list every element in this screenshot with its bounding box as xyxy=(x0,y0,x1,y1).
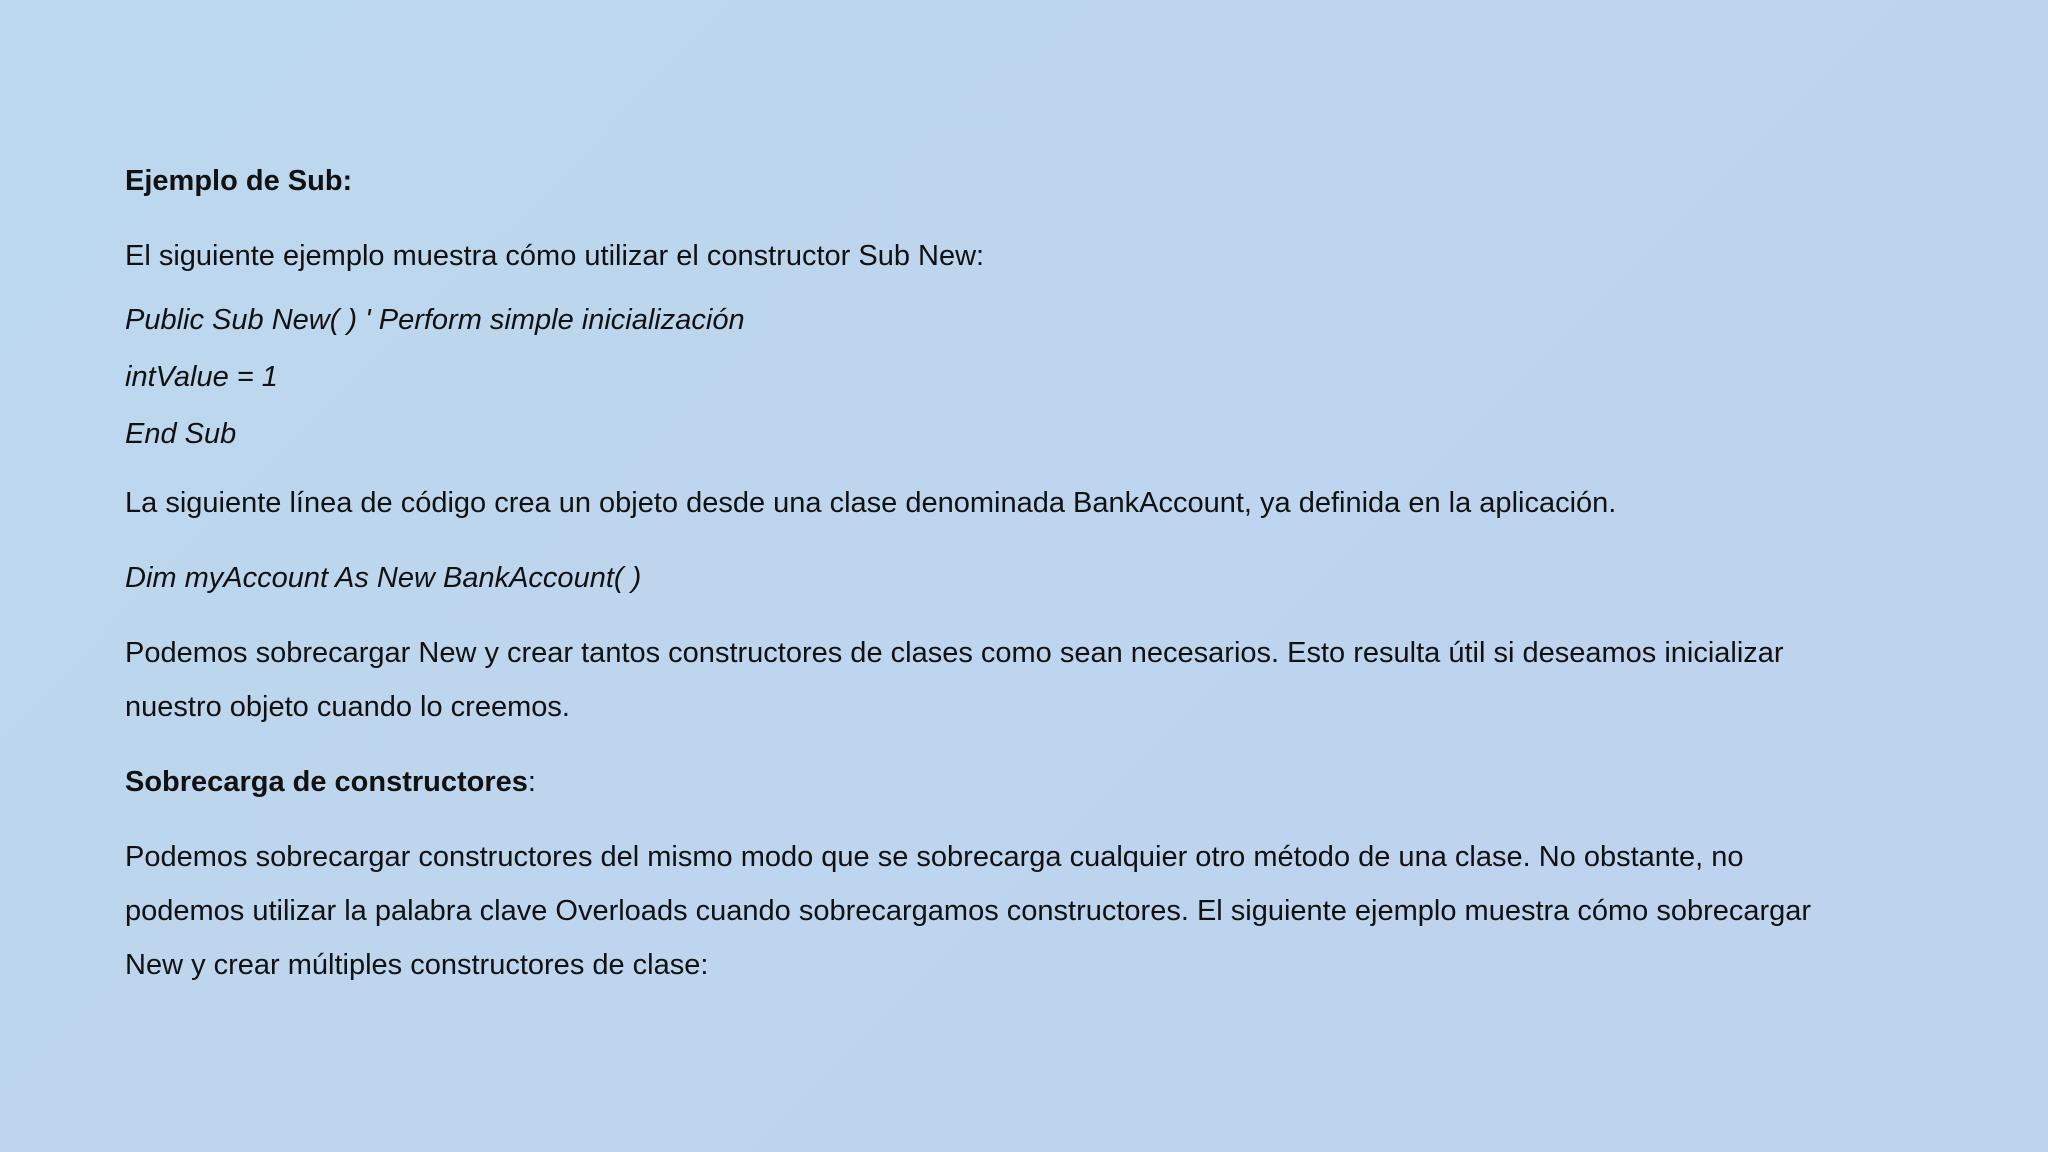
heading-sobrecarga-bold: Sobrecarga de constructores xyxy=(125,766,528,798)
code-line-dim-myaccount: Dim myAccount As New BankAccount( ) xyxy=(125,562,642,594)
intro-object-text: La siguiente línea de código crea un objeto desde una clase denominada BankAccount, ya definida en la aplicación. xyxy=(125,487,1617,519)
code-line-public-sub: Public Sub New( ) ' Perform simple inicialización xyxy=(125,304,745,336)
para-overload-constructors-line2: podemos utilizar la palabra clave Overloads cuando sobrecargamos constructores. El siguiente ejemplo muestra cómo sobrecargar xyxy=(125,895,1812,927)
para-overload-new-line1: Podemos sobrecargar New y crear tantos constructores de clases como sean necesarios. Esto resulta útil si deseamos inicializar xyxy=(125,637,1784,669)
code-line-intvalue: intValue = 1 xyxy=(125,361,278,393)
heading-sobrecarga-de-constructores xyxy=(125,765,536,800)
code-line-end-sub: End Sub xyxy=(125,418,237,450)
para-overload-constructors-line1: Podemos sobrecargar constructores del mismo modo que se sobrecarga cualquier otro método de una clase. No obstante, no xyxy=(125,841,1744,873)
heading-sobrecarga-colon: : xyxy=(527,766,536,798)
para-overload-constructors-line3: New y crear múltiples constructores de clase: xyxy=(125,949,709,981)
heading-ejemplo-de-sub: Ejemplo de Sub: xyxy=(125,165,353,197)
intro-sub-text: El siguiente ejemplo muestra cómo utilizar el constructor Sub New: xyxy=(125,240,985,272)
para-overload-new-line2: nuestro objeto cuando lo creemos. xyxy=(125,691,570,723)
